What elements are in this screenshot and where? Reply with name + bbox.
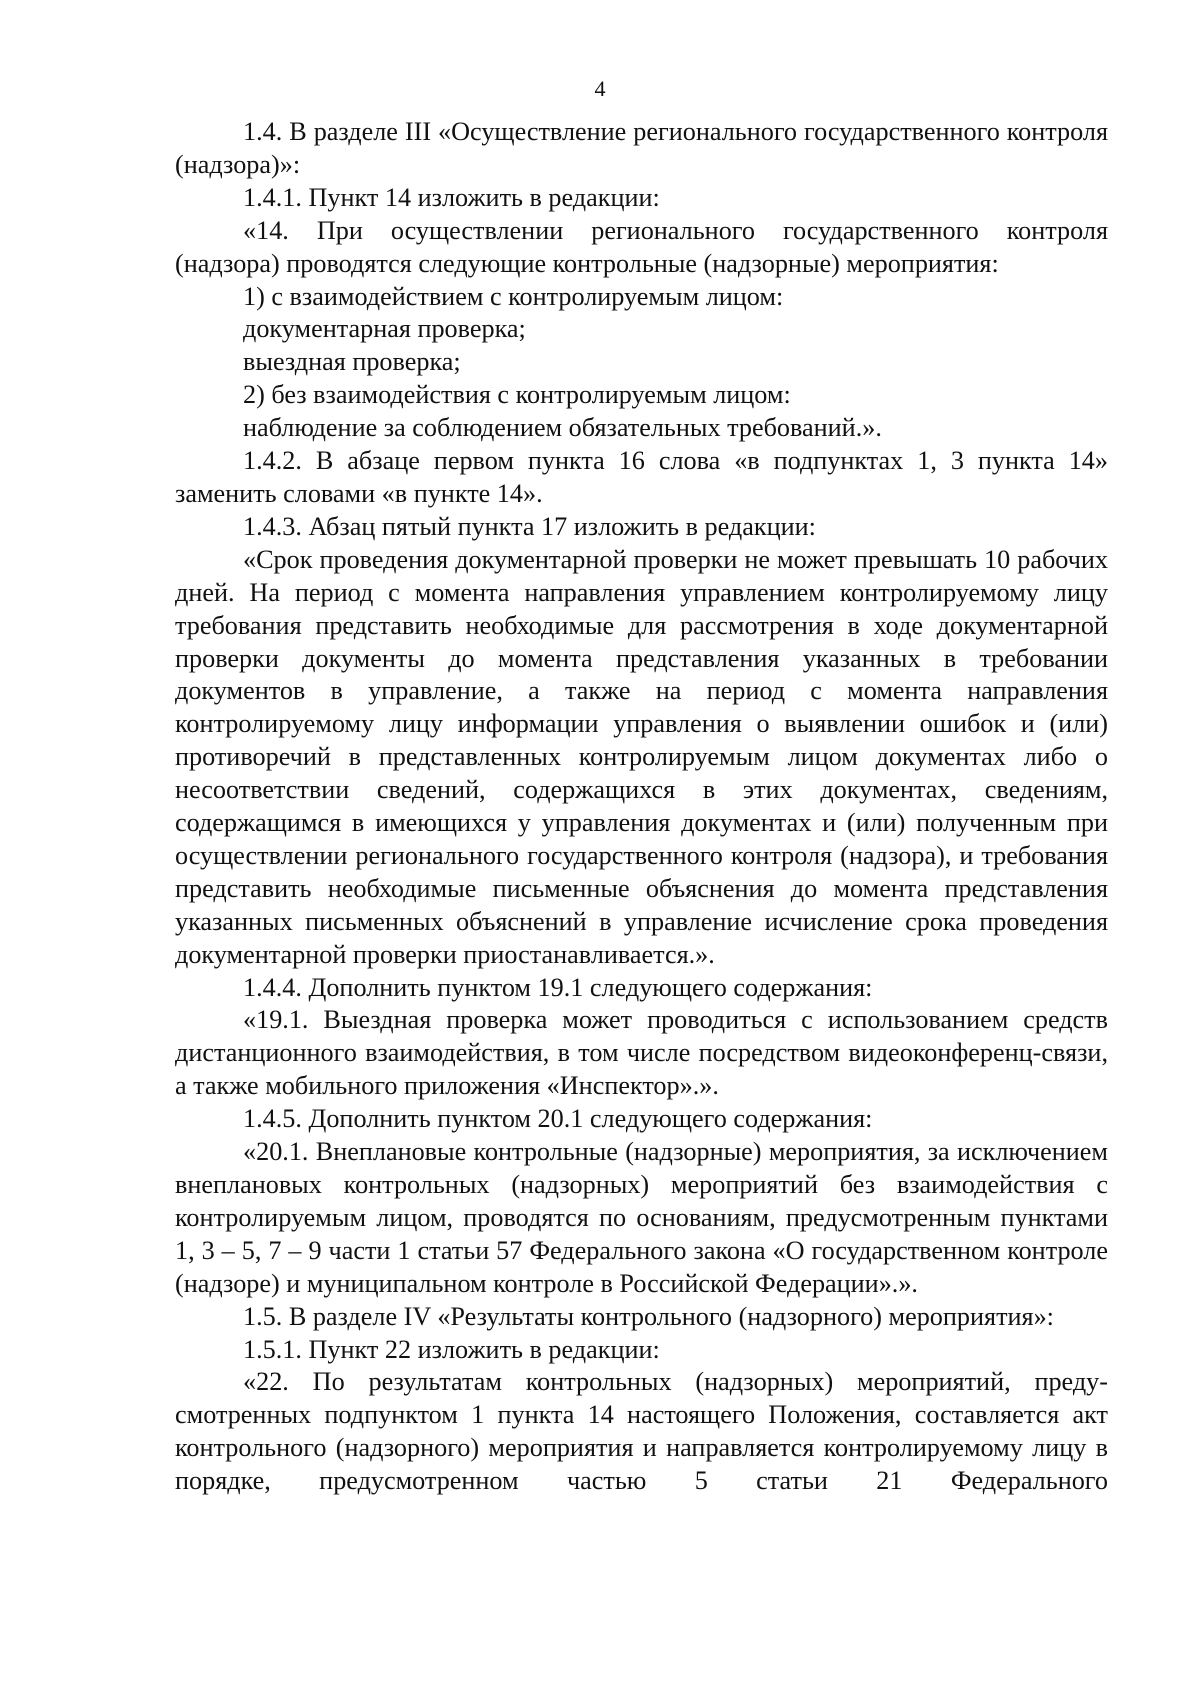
paragraph-1-4-4: 1.4.4. Дополнить пунктом 19.1 следующего содержания: bbox=[243, 972, 873, 1002]
list-item-observation: наблюдение за соблюдением обязательных требований.». bbox=[243, 413, 882, 443]
list-item-field-check: выездная проверка; bbox=[243, 347, 461, 377]
paragraph-1-5-1: 1.5.1. Пункт 22 изложить в редакции: bbox=[243, 1334, 660, 1364]
paragraph-1-4-3: 1.4.3. Абзац пятый пункта 17 изложить в редакции: bbox=[243, 511, 816, 541]
list-item-with-interaction: 1) с взаимодействием с контролируемым лицом: bbox=[243, 281, 784, 311]
paragraph-1-4: 1.4. В разделе III «Осуществление регионального государственного контроля (надзора)»: bbox=[175, 117, 1108, 179]
paragraph-1-4-2: 1.4.2. В абзаце первом пункта 16 слова «в подпунктах 1, 3 пункта 14» заменить словами «в пункте 14». bbox=[175, 446, 1108, 508]
paragraph-point-22: «22. По результатам контрольных (надзорных) мероприятий, предусмотренных подпунктом 1 пункта 14 настоящего Положения, составляется акт контрольного (надзорного) мероприятия и направляется контролируемому лицу в порядке, предусмотренном частью 5 статьи 21 Федерального bbox=[175, 1367, 1108, 1496]
list-item-documentary-check: документарная проверка; bbox=[243, 314, 526, 344]
page-number: 4 bbox=[594, 76, 606, 101]
list-item-without-interaction: 2) без взаимодействия с контролируемым лицом: bbox=[243, 380, 791, 410]
paragraph-documentary-term: «Срок проведения документарной проверки не может превышать 10 рабочих дней. На период с момента направления управлением контролируемому лицу требования представить необходимые для рассмотрения в ходе документарной проверки документы до момента представления указанных в требовании документов в управление, а также на период с момента направления контролируемому лицу информации управления о выявлении ошибок и (или) противоречий в представленных контролируемым лицом документах либо о несоответствии сведений, содержащихся в этих документах, сведениям, содержащимся в имеющихся у управления документах и (или) полученным при осуществлении регионального государственного контроля (надзора), и требования представить необходимые письменные объяснения до момента представления указанных письменных объяснений в управление исчисление срока проведения документарной проверки приостанавливается.». bbox=[175, 544, 1108, 969]
paragraph-point-20-1: «20.1. Внеплановые контрольные (надзорные) мероприятия, за исключением внеплановых контрольных (надзорных) мероприятий без взаимодействия с контролируемым лицом, проводятся по основаниям, предусмотренным пунктами 1, 3 – 5, 7 – 9 части 1 статьи 57 Федерального закона «О государственном контроле (надзоре) и муниципальном контроле в Российской Федерации».». bbox=[175, 1137, 1108, 1298]
paragraph-1-4-5: 1.4.5. Дополнить пунктом 20.1 следующего содержания: bbox=[243, 1104, 873, 1134]
paragraph-point-14: «14. При осуществлении регионального государственного контроля (надзора) проводятся следующие контрольные (надзорные) мероприятия: bbox=[175, 215, 1108, 278]
paragraph-point-19-1: «19.1. Выездная проверка может проводиться с использованием средств дистанционного взаимодействия, в том числе посредством видеоконференц-связи, а также мобильного приложения «Инспектор».». bbox=[175, 1005, 1108, 1101]
paragraph-1-4-1: 1.4.1. Пункт 14 изложить в редакции: bbox=[243, 182, 660, 212]
document-body bbox=[175, 116, 1108, 1498]
paragraph-1-5: 1.5. В разделе IV «Результаты контрольного (надзорного) мероприятия»: bbox=[243, 1301, 1054, 1331]
